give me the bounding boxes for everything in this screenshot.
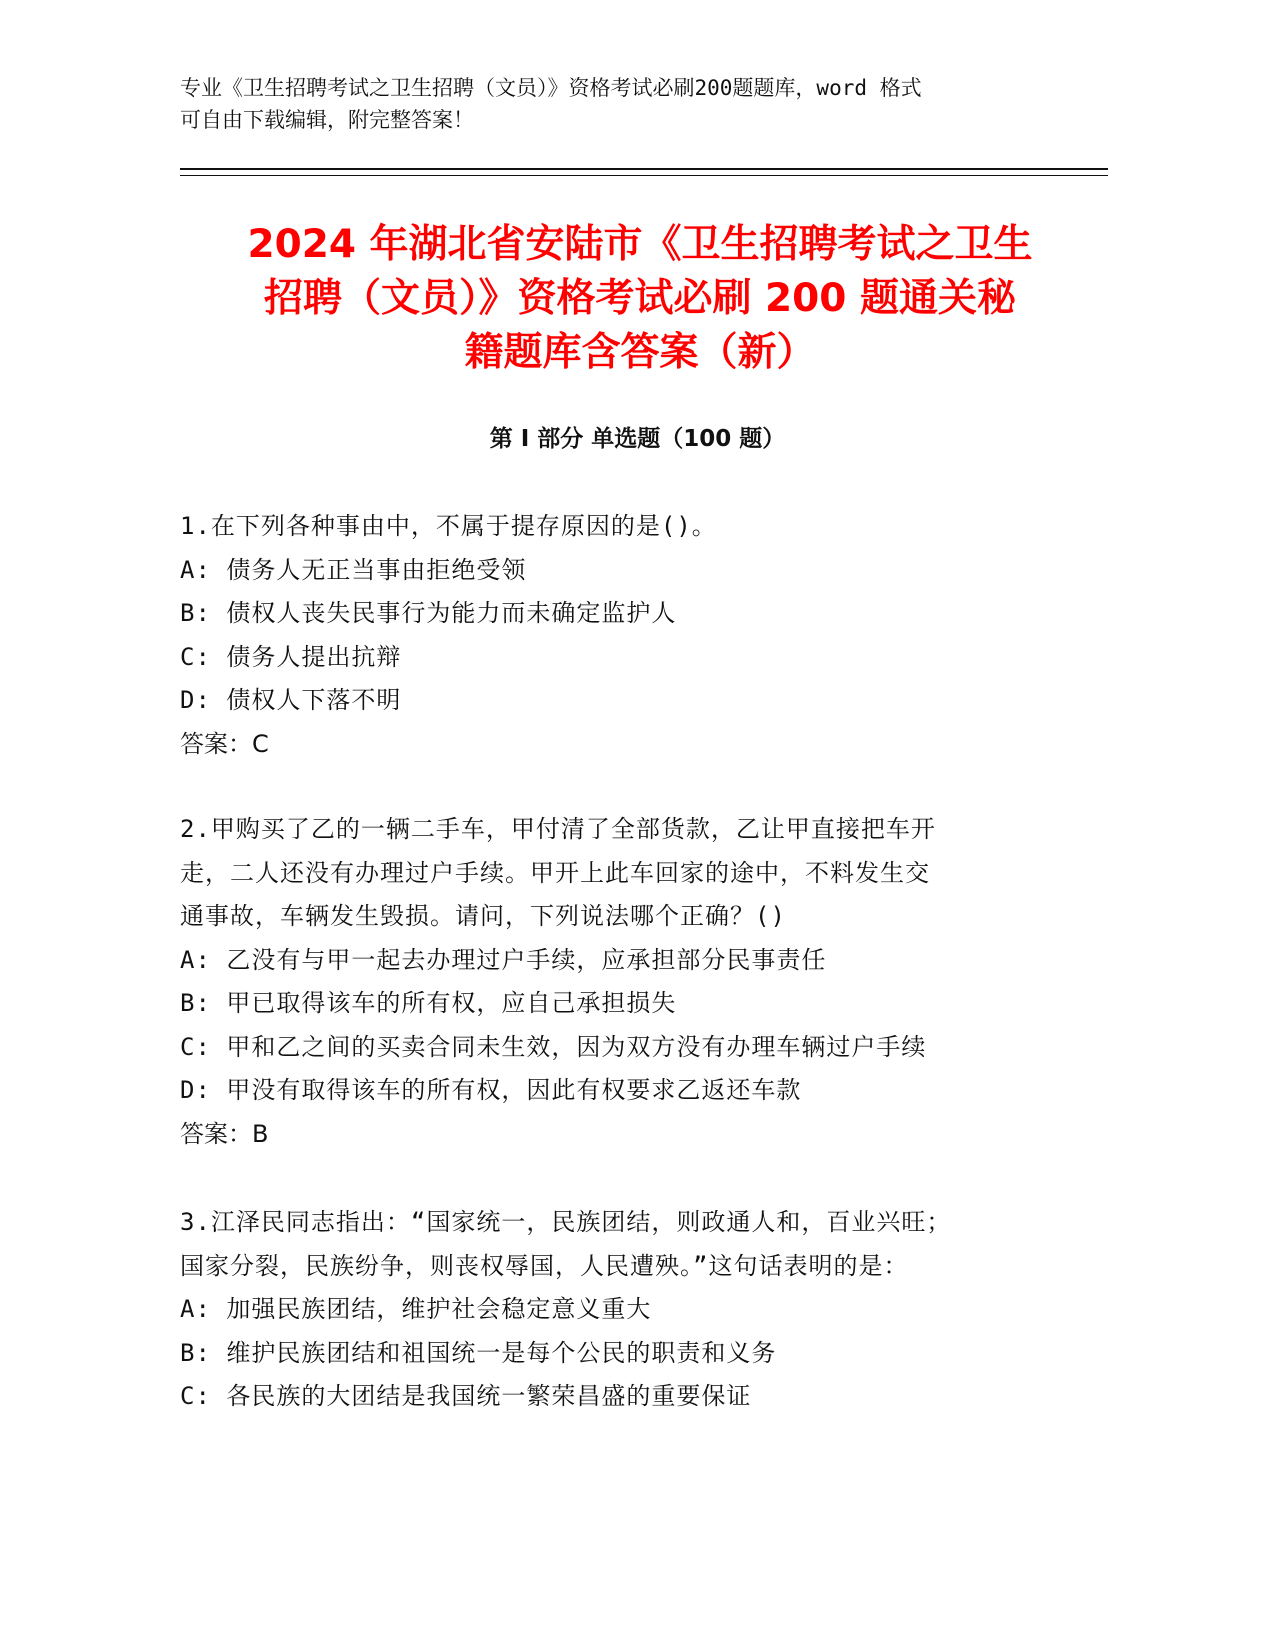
question-stem: 1.在下列各种事由中，不属于提存原因的是()。 [180, 512, 717, 540]
option-d: D: 债权人下落不明 [180, 686, 402, 714]
title-line-1: 2024 年湖北省安陆市《卫生招聘考试之卫生 [247, 222, 1033, 267]
question-2 [180, 808, 1060, 1156]
question-stem: 通事故，车辆发生毁损。请问，下列说法哪个正确？() [180, 902, 786, 930]
option-a: A: 乙没有与甲一起去办理过户手续，应承担部分民事责任 [180, 945, 827, 974]
option-a: A: 债务人无正当事由拒绝受领 [180, 555, 527, 584]
header-note-line-1: 专业《卫生招聘考试之卫生招聘（文员）》资格考试必刷200题题库，word 格式 [180, 76, 922, 100]
answer-label: 答案：B [180, 1119, 269, 1148]
question-stem: 国家分裂，民族纷争，则丧权辱国，人民遭殃。”这句话表明的是： [180, 1251, 909, 1280]
question-1 [180, 505, 1060, 766]
header-note-line-2: 可自由下载编辑，附完整答案！ [180, 108, 474, 132]
section-heading: 第 I 部分 单选题（100 题） [489, 426, 786, 452]
header-note [180, 72, 1040, 136]
answer-label: 答案：C [180, 729, 269, 758]
question-stem: 2.甲购买了乙的一辆二手车，甲付清了全部货款，乙让甲直接把车开 [180, 815, 936, 843]
document-title [140, 218, 1140, 380]
option-a: A: 加强民族团结，维护社会稳定意义重大 [180, 1295, 652, 1323]
option-d: D: 甲没有取得该车的所有权，因此有权要求乙返还车款 [180, 1076, 802, 1104]
option-c: C: 债务人提出抗辩 [180, 642, 402, 671]
header-rule-thin [180, 175, 1108, 176]
title-line-3: 籍题库含答案（新） [464, 330, 816, 375]
question-3 [180, 1201, 1060, 1419]
option-c: C: 甲和乙之间的买卖合同未生效，因为双方没有办理车辆过户手续 [180, 1032, 927, 1061]
header-rule-thick [180, 168, 1108, 170]
option-b: B: 维护民族团结和祖国统一是每个公民的职责和义务 [180, 1338, 777, 1367]
option-c: C: 各民族的大团结是我国统一繁荣昌盛的重要保证 [180, 1382, 752, 1410]
title-line-2: 招聘（文员）》资格考试必刷 200 题通关秘 [263, 276, 1017, 321]
option-b: B: 债权人丧失民事行为能力而未确定监护人 [180, 599, 677, 627]
question-stem: 3.江泽民同志指出：“国家统一，民族团结，则政通人和，百业兴旺； [180, 1208, 952, 1236]
option-b: B: 甲已取得该车的所有权，应自己承担损失 [180, 989, 677, 1017]
question-stem: 走，二人还没有办理过户手续。甲开上此车回家的途中，不料发生交 [180, 858, 930, 887]
